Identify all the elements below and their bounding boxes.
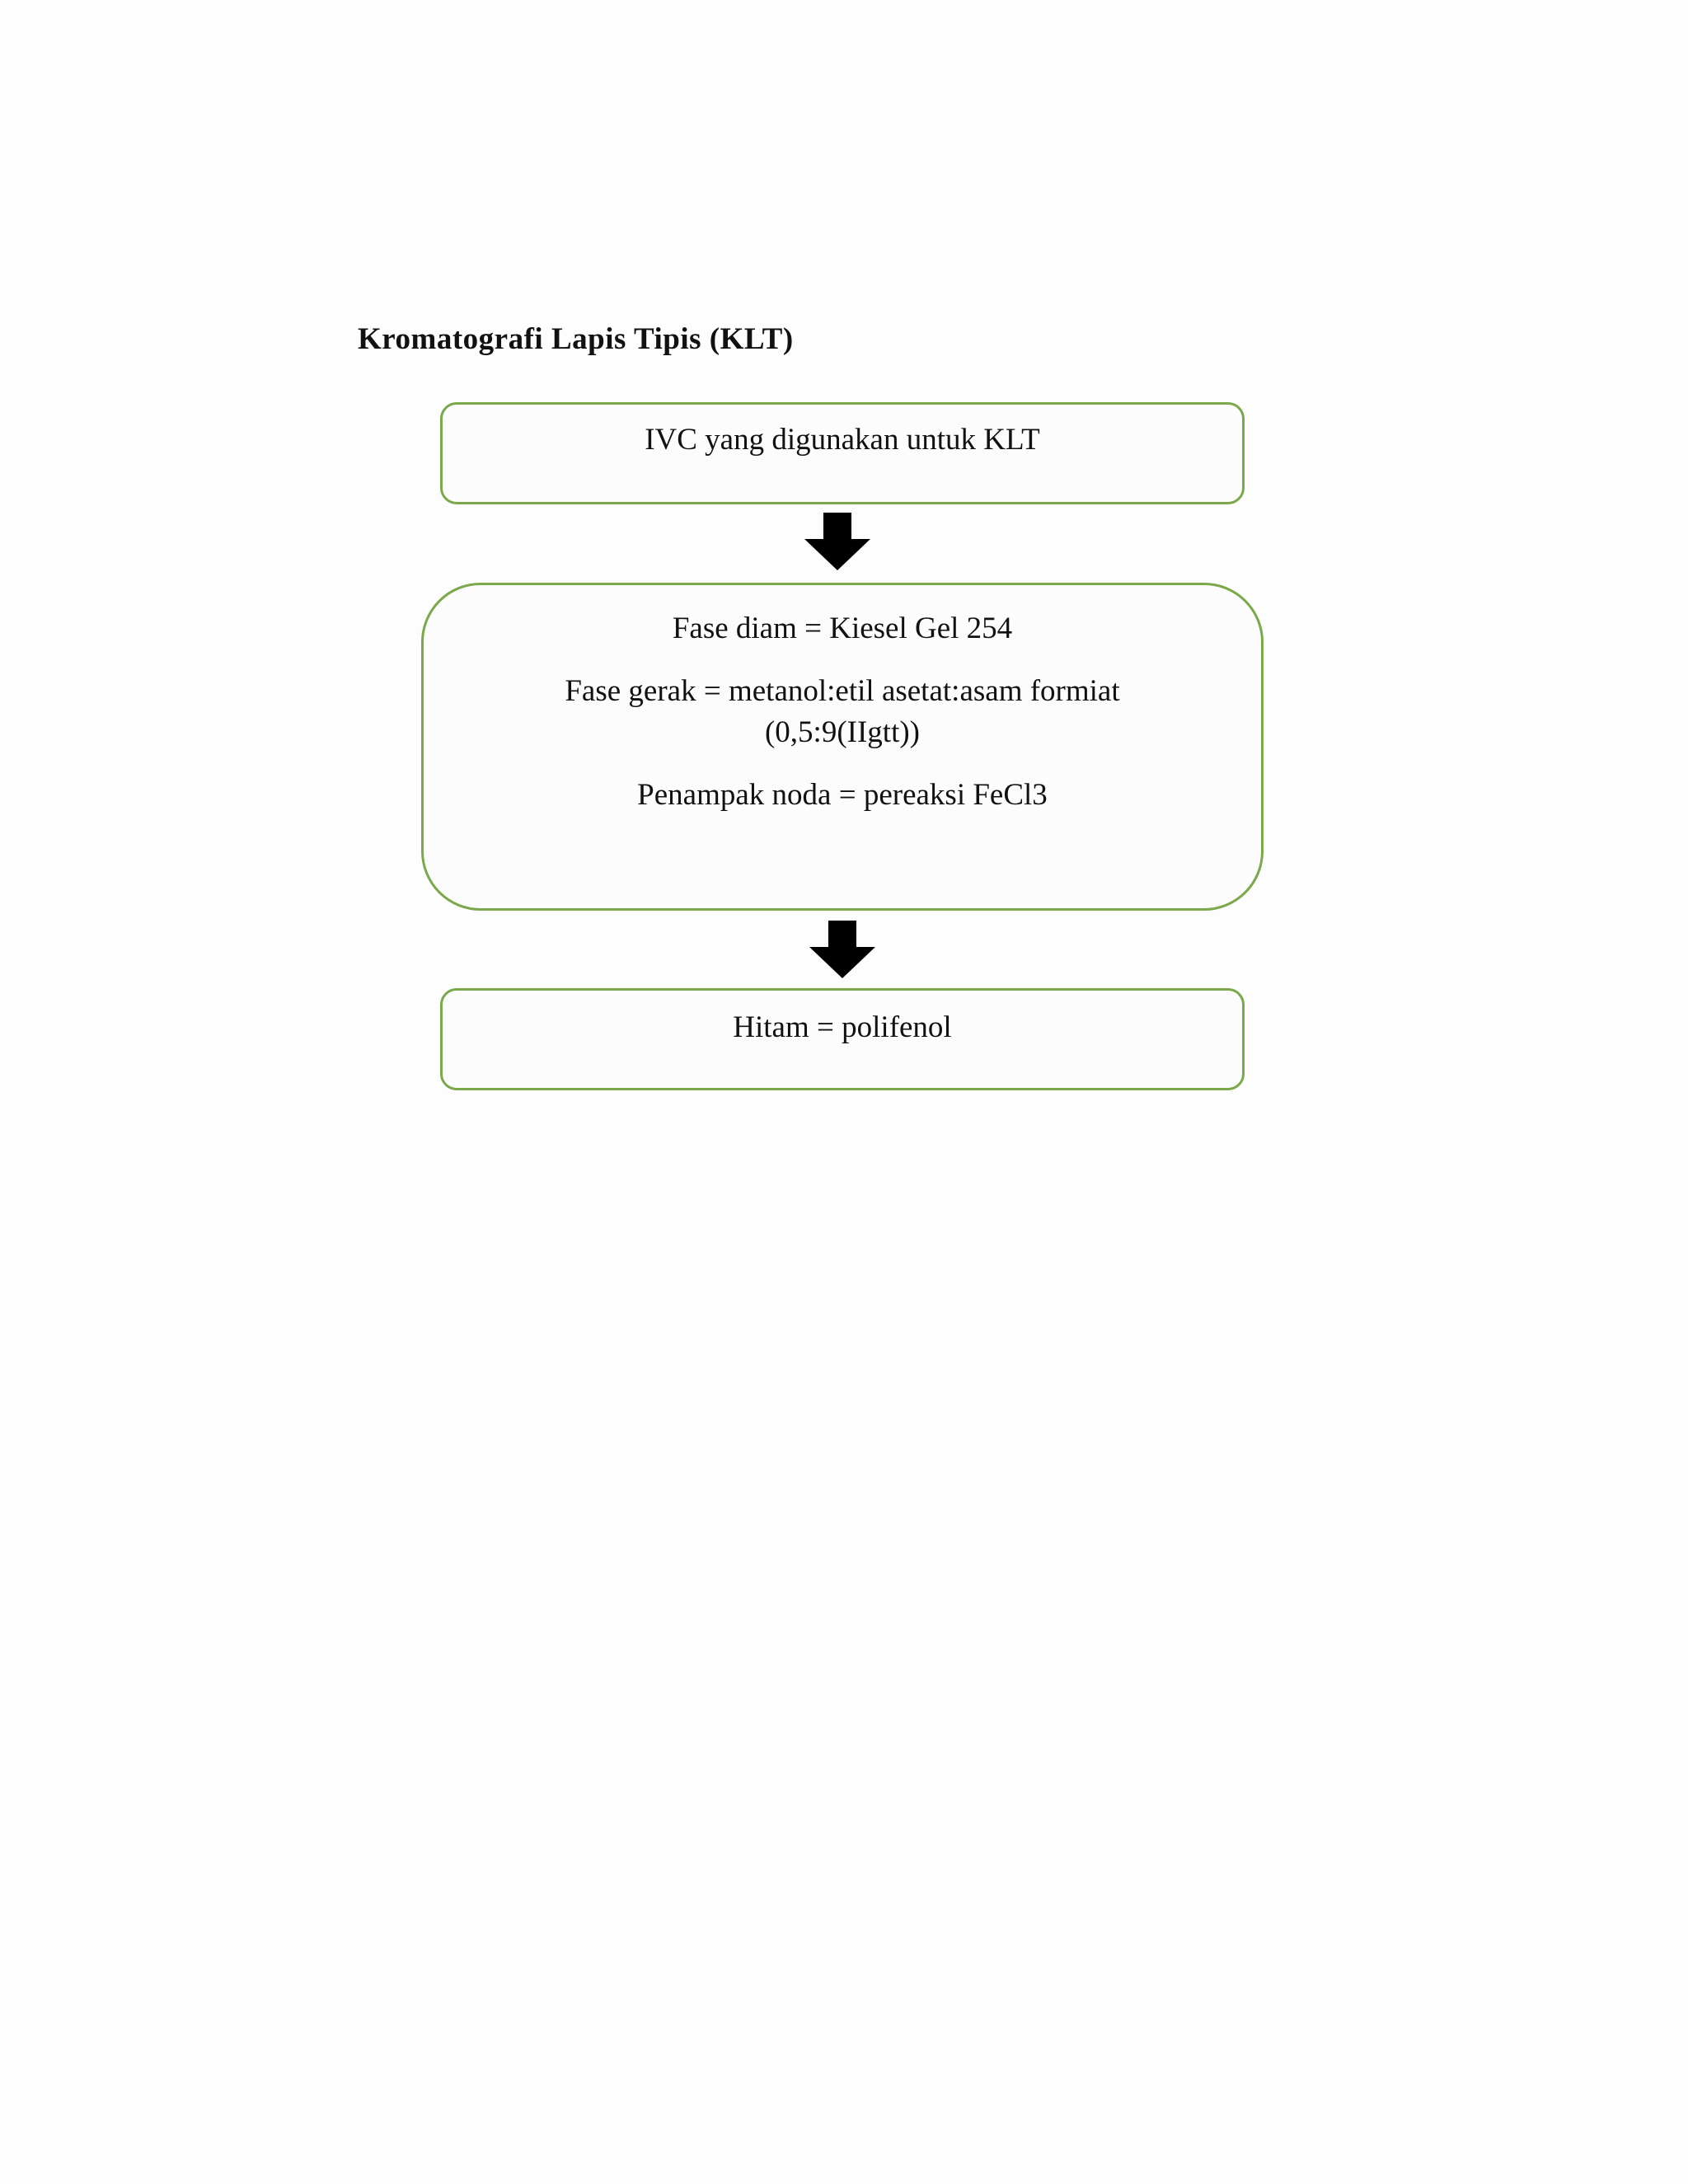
- step-box-result: [440, 988, 1245, 1090]
- step-result-text: Hitam = polifenol: [733, 1010, 952, 1044]
- step-sample-text: IVC yang digunakan untuk KLT: [645, 423, 1040, 457]
- step-box-conditions: [421, 583, 1264, 911]
- spot-visualizer-text: Penampak noda = pereaksi FeCl3: [637, 777, 1048, 812]
- step-box-sample: [440, 402, 1245, 504]
- down-arrow-icon: [809, 921, 875, 978]
- stationary-phase-text: Fase diam = Kiesel Gel 254: [672, 612, 1013, 645]
- diagram-title: Kromatografi Lapis Tipis (KLT): [358, 322, 794, 356]
- mobile-phase-text: Fase gerak = metanol:etil asetat:asam formiat (0,5:9(IIgtt)): [565, 673, 1120, 749]
- down-arrow-icon: [804, 513, 870, 570]
